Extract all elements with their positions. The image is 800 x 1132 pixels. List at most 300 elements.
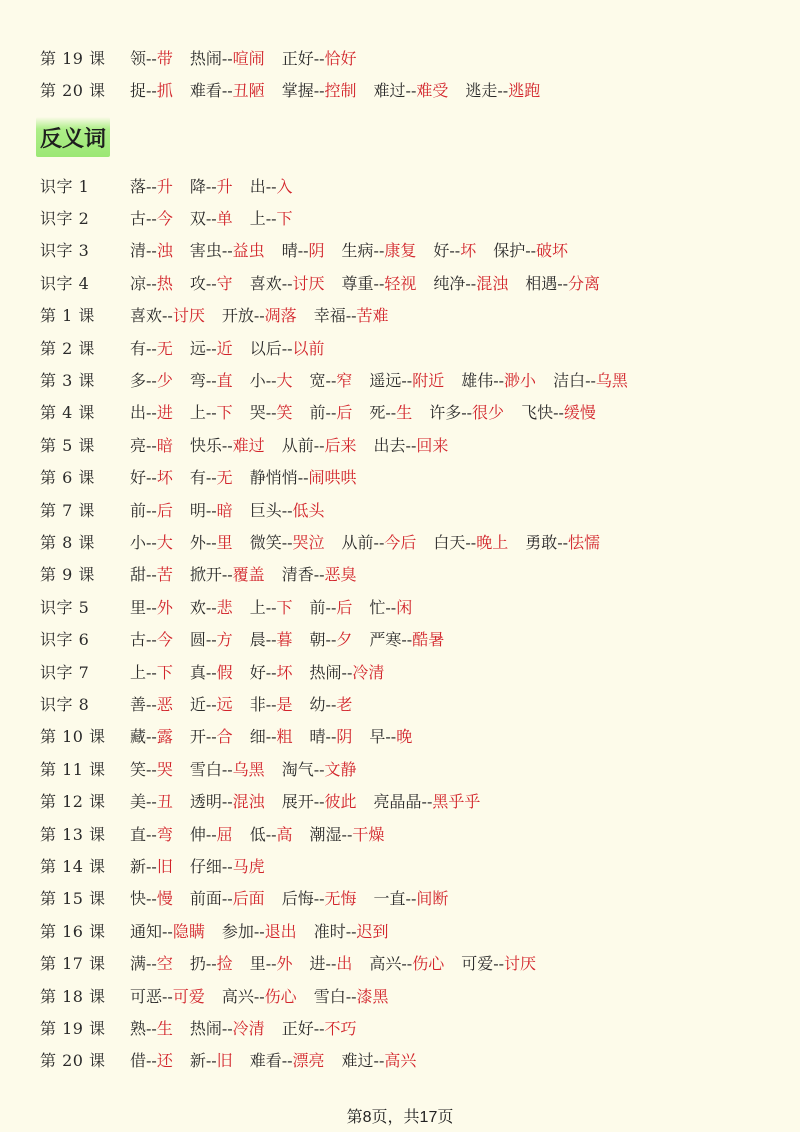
word-pair — [222, 303, 297, 326]
dash-separator: -- — [401, 630, 413, 650]
dash-separator: -- — [221, 792, 233, 812]
word: 洁白 — [553, 370, 586, 390]
word: 难看 — [249, 1051, 282, 1071]
lesson-label: 第 18 课 — [40, 986, 106, 1006]
dash-separator: -- — [313, 889, 325, 909]
word-pair — [374, 789, 481, 812]
dash-separator: -- — [146, 856, 157, 876]
word-pair — [130, 886, 173, 909]
word-pair — [282, 78, 357, 101]
word-pair — [310, 595, 353, 618]
word: 上 — [249, 208, 266, 228]
word: 喜欢 — [249, 273, 282, 293]
lesson-label: 第 6 课 — [40, 468, 95, 488]
dash-separator: -- — [557, 532, 569, 552]
word-pair — [190, 1048, 233, 1071]
word-row — [40, 1012, 780, 1042]
lesson-label: 第 20 课 — [40, 81, 106, 100]
answer-word: 外 — [276, 954, 293, 974]
dash-separator: -- — [449, 241, 461, 261]
answer-word: 逃跑 — [508, 81, 541, 100]
word: 亮 — [130, 435, 147, 455]
word-pair — [130, 919, 205, 942]
lesson-label: 第 7 课 — [40, 500, 95, 520]
word-row — [40, 883, 780, 913]
answer-word: 浊 — [156, 241, 173, 261]
dash-separator: -- — [146, 694, 157, 714]
answer-word: 低头 — [292, 500, 325, 520]
answer-word: 远 — [216, 694, 233, 714]
dash-separator: -- — [205, 694, 217, 714]
dash-separator: -- — [146, 630, 157, 650]
word-row — [40, 462, 780, 492]
word: 害虫 — [189, 241, 222, 261]
dash-separator: -- — [265, 597, 277, 617]
answer-word: 益虫 — [232, 241, 265, 261]
dash-separator: -- — [325, 694, 337, 714]
word: 晴 — [281, 241, 298, 261]
dash-separator: -- — [385, 727, 397, 747]
answer-word: 升 — [156, 176, 173, 196]
word-pair — [130, 724, 173, 747]
word-row — [40, 42, 780, 72]
lesson-label: 第 4 课 — [40, 403, 95, 423]
dash-separator: -- — [221, 81, 233, 100]
lesson-label: 识字 3 — [40, 241, 90, 261]
answer-word: 很少 — [472, 403, 505, 423]
word: 细 — [249, 727, 266, 747]
answer-word: 丑陋 — [232, 81, 265, 100]
dash-separator: -- — [146, 1018, 157, 1038]
answer-word: 高兴 — [384, 1051, 417, 1071]
word-row — [40, 786, 780, 816]
word-pair — [130, 238, 173, 261]
word: 好 — [433, 241, 450, 261]
word: 出去 — [373, 435, 406, 455]
word: 难过 — [373, 81, 406, 100]
word-pair — [369, 368, 444, 391]
answer-word: 怯懦 — [568, 532, 601, 552]
dash-separator: -- — [146, 954, 157, 974]
word: 上 — [249, 597, 266, 617]
lesson-label: 第 16 课 — [40, 921, 106, 941]
word-pair — [190, 368, 233, 391]
answer-word: 外 — [156, 597, 173, 617]
answer-word: 大 — [276, 370, 293, 390]
word-pair — [190, 757, 265, 780]
word-pair — [190, 854, 265, 877]
answer-word: 伤心 — [264, 986, 297, 1006]
dash-separator: -- — [281, 273, 293, 293]
dash-separator: -- — [146, 792, 157, 812]
word: 出 — [130, 403, 147, 423]
answer-word: 闲 — [396, 597, 413, 617]
word: 低 — [249, 824, 266, 844]
answer-word: 哭 — [156, 759, 173, 779]
word: 难看 — [189, 81, 222, 100]
word: 从前 — [281, 435, 314, 455]
dash-separator: -- — [146, 468, 157, 488]
word: 小 — [130, 532, 147, 552]
word: 朝 — [309, 630, 326, 650]
word-pair — [130, 951, 173, 974]
answer-word: 哭泣 — [292, 532, 325, 552]
answer-word: 坏 — [156, 468, 173, 488]
lesson-label: 识字 8 — [40, 694, 90, 714]
word-pair — [525, 271, 600, 294]
dash-separator: -- — [297, 468, 309, 488]
word-pair — [190, 627, 233, 650]
answer-word: 喧闹 — [232, 48, 265, 68]
answer-word: 高 — [276, 824, 293, 844]
word: 遥远 — [369, 370, 402, 390]
answer-word: 暗 — [216, 500, 233, 520]
answer-word: 丑 — [156, 792, 173, 812]
lesson-label: 识字 5 — [40, 597, 90, 617]
answer-word: 屈 — [216, 824, 233, 844]
answer-word: 假 — [216, 662, 233, 682]
word-pair — [130, 1016, 173, 1039]
dash-separator: -- — [265, 370, 277, 390]
word-row — [40, 1045, 780, 1075]
dash-separator: -- — [405, 435, 417, 455]
word-pair — [130, 789, 173, 812]
lesson-label: 第 14 课 — [40, 856, 106, 876]
answer-word: 阴 — [308, 241, 325, 261]
lesson-label: 第 17 课 — [40, 954, 106, 974]
word-pair — [433, 530, 508, 553]
answer-word: 还 — [156, 1051, 173, 1071]
word-pair — [190, 465, 233, 488]
dash-separator: -- — [265, 403, 277, 423]
answer-word: 生 — [156, 1018, 173, 1038]
dash-separator: -- — [221, 1018, 233, 1038]
word: 笑 — [130, 759, 147, 779]
dash-separator: -- — [341, 824, 353, 844]
word-pair — [250, 336, 325, 359]
lesson-label: 识字 7 — [40, 662, 90, 682]
answer-word: 带 — [156, 48, 173, 68]
word: 通知 — [130, 921, 163, 941]
dash-separator: -- — [313, 81, 325, 100]
dash-separator: -- — [221, 759, 233, 779]
lesson-label: 第 19 课 — [40, 1018, 106, 1038]
page-footer: 第8页，共17页 — [346, 1109, 454, 1126]
dash-separator: -- — [585, 370, 596, 390]
word-pair — [250, 271, 325, 294]
word: 早 — [369, 727, 386, 747]
dash-separator: -- — [265, 630, 277, 650]
dash-separator: -- — [265, 727, 277, 747]
word-pair — [250, 206, 293, 229]
answer-word: 弯 — [156, 824, 173, 844]
word: 弯 — [189, 370, 206, 390]
answer-word: 后 — [336, 597, 353, 617]
word-row — [40, 202, 780, 232]
answer-word: 今 — [156, 630, 173, 650]
answer-word: 轻视 — [384, 273, 417, 293]
word-row — [40, 656, 780, 686]
dash-separator: -- — [146, 273, 157, 293]
word-row — [40, 915, 780, 945]
word-pair — [190, 238, 265, 261]
dash-separator: -- — [162, 921, 173, 941]
word-pair — [342, 271, 417, 294]
dash-separator: -- — [265, 954, 277, 974]
word: 勇敢 — [525, 532, 558, 552]
word-pair — [282, 238, 325, 261]
dash-separator: -- — [465, 273, 477, 293]
dash-separator: -- — [281, 1051, 293, 1071]
dash-separator: -- — [221, 241, 233, 261]
dash-separator: -- — [146, 532, 157, 552]
dash-separator: -- — [341, 662, 353, 682]
word: 亮晶晶 — [373, 792, 422, 812]
dash-separator: -- — [205, 500, 217, 520]
word-row — [40, 494, 780, 524]
dash-separator: -- — [146, 500, 157, 520]
word-pair — [250, 595, 293, 618]
answer-word: 控制 — [324, 81, 357, 100]
word: 藏 — [130, 727, 147, 747]
answer-word: 露 — [156, 727, 173, 747]
lesson-label: 识字 6 — [40, 630, 90, 650]
dash-separator: -- — [146, 81, 157, 100]
word-row — [40, 364, 780, 394]
dash-separator: -- — [373, 532, 385, 552]
word: 攻 — [189, 273, 206, 293]
word-pair — [130, 368, 173, 391]
word: 微笑 — [249, 532, 282, 552]
answer-word: 漂亮 — [292, 1051, 325, 1071]
answer-word: 漆黑 — [356, 986, 389, 1006]
dash-separator: -- — [385, 597, 397, 617]
word: 掌握 — [281, 81, 314, 100]
word-row — [40, 75, 780, 105]
word: 前 — [309, 597, 326, 617]
word: 高兴 — [221, 986, 254, 1006]
word-row — [40, 170, 780, 200]
word: 巨头 — [249, 500, 282, 520]
answer-word: 伤心 — [412, 954, 445, 974]
dash-separator: -- — [313, 1018, 325, 1038]
answer-word: 后来 — [324, 435, 357, 455]
dash-separator: -- — [205, 403, 217, 423]
word: 进 — [309, 954, 326, 974]
word-pair — [369, 595, 412, 618]
word: 逃走 — [465, 81, 498, 100]
answer-word: 乌黑 — [232, 759, 265, 779]
dash-separator: -- — [221, 565, 233, 585]
word-pair — [493, 238, 568, 261]
word-pair — [190, 206, 233, 229]
dash-separator: -- — [313, 48, 325, 68]
answer-word: 混浊 — [232, 792, 265, 812]
dash-separator: -- — [313, 565, 325, 585]
answer-word: 回来 — [416, 435, 449, 455]
word: 后悔 — [281, 889, 314, 909]
word: 相遇 — [525, 273, 558, 293]
word-pair — [130, 271, 173, 294]
answer-word: 旧 — [216, 1051, 233, 1071]
answer-word: 下 — [156, 662, 173, 682]
dash-separator: -- — [313, 435, 325, 455]
word-pair — [130, 692, 173, 715]
answer-word: 马虎 — [232, 856, 265, 876]
word-pair — [190, 692, 233, 715]
word: 里 — [249, 954, 266, 974]
word: 远 — [189, 338, 206, 358]
word-row — [40, 850, 780, 880]
answer-word: 里 — [216, 532, 233, 552]
word-row — [40, 559, 780, 589]
answer-word: 晚 — [396, 727, 413, 747]
answer-word: 酷暑 — [412, 630, 445, 650]
answer-word: 退出 — [264, 921, 297, 941]
dash-separator: -- — [146, 824, 157, 844]
answer-word: 冷清 — [232, 1018, 265, 1038]
answer-word: 文静 — [324, 759, 357, 779]
answer-word: 乌黑 — [595, 370, 628, 390]
lesson-label: 识字 4 — [40, 273, 90, 293]
word: 扔 — [189, 954, 206, 974]
word: 善 — [130, 694, 147, 714]
dash-separator: -- — [205, 824, 217, 844]
word-pair — [190, 595, 233, 618]
dash-separator: -- — [421, 792, 433, 812]
dash-separator: -- — [146, 241, 157, 261]
dash-separator: -- — [557, 273, 569, 293]
word-pair — [342, 530, 417, 553]
word: 高兴 — [369, 954, 402, 974]
word-row — [40, 267, 780, 297]
dash-separator: -- — [146, 727, 157, 747]
dash-separator: -- — [205, 630, 217, 650]
dash-separator: -- — [265, 824, 277, 844]
dash-separator: -- — [253, 921, 265, 941]
word: 有 — [189, 468, 206, 488]
dash-separator: -- — [205, 370, 217, 390]
word: 清 — [130, 241, 147, 261]
word: 纯净 — [433, 273, 466, 293]
answer-word: 阴 — [336, 727, 353, 747]
word-pair — [130, 595, 173, 618]
word: 保护 — [493, 241, 526, 261]
answer-word: 后 — [336, 403, 353, 423]
word-pair — [374, 78, 449, 101]
word: 幼 — [309, 694, 326, 714]
lesson-label: 第 5 课 — [40, 435, 95, 455]
word: 凉 — [130, 273, 147, 293]
word-pair — [342, 1048, 417, 1071]
word-pair — [374, 886, 449, 909]
answer-word: 升 — [216, 176, 233, 196]
word-pair — [130, 336, 173, 359]
word-row — [40, 948, 780, 978]
dash-separator: -- — [205, 954, 217, 974]
word-pair — [282, 1016, 357, 1039]
dash-separator: -- — [385, 403, 397, 423]
answer-word: 暗 — [156, 435, 173, 455]
dash-separator: -- — [205, 597, 217, 617]
word: 展开 — [281, 792, 314, 812]
word-pair — [130, 757, 173, 780]
word: 淘气 — [281, 759, 314, 779]
dash-separator: -- — [553, 403, 564, 423]
answer-word: 无 — [156, 338, 173, 358]
dash-separator: -- — [205, 468, 217, 488]
dash-separator: -- — [146, 435, 157, 455]
word-pair — [190, 46, 265, 69]
word: 近 — [189, 694, 206, 714]
dash-separator: -- — [146, 208, 157, 228]
word-row — [40, 721, 780, 751]
word-pair — [130, 660, 173, 683]
answer-word: 黑乎乎 — [432, 792, 481, 812]
lesson-label: 第 12 课 — [40, 792, 106, 812]
answer-word: 出 — [336, 954, 353, 974]
word-pair — [130, 206, 173, 229]
lesson-label: 第 9 课 — [40, 565, 95, 585]
word-pair — [369, 627, 444, 650]
answer-word: 热 — [156, 273, 173, 293]
dash-separator: -- — [281, 338, 293, 358]
answer-word: 间断 — [416, 889, 449, 909]
word-pair — [190, 660, 233, 683]
word-pair — [465, 78, 540, 101]
word: 前 — [309, 403, 326, 423]
word-pair — [190, 336, 233, 359]
answer-word: 抓 — [156, 81, 173, 100]
word: 晴 — [309, 727, 326, 747]
dash-separator: -- — [146, 370, 157, 390]
word-pair — [130, 303, 205, 326]
word: 伸 — [189, 824, 206, 844]
answer-word: 讨厌 — [292, 273, 325, 293]
dash-separator: -- — [205, 662, 217, 682]
answer-word: 窄 — [336, 370, 353, 390]
word-pair — [190, 530, 233, 553]
word: 许多 — [429, 403, 462, 423]
word-pair — [310, 822, 385, 845]
word: 参加 — [221, 921, 254, 941]
answer-word: 苦 — [156, 565, 173, 585]
answer-word: 彼此 — [324, 792, 357, 812]
word: 熟 — [130, 1018, 147, 1038]
answer-word: 覆盖 — [232, 565, 265, 585]
dash-separator: -- — [401, 954, 413, 974]
answer-word: 旧 — [156, 856, 173, 876]
dash-separator: -- — [405, 889, 417, 909]
dash-separator: -- — [146, 597, 157, 617]
word-pair — [190, 498, 233, 521]
word-pair — [190, 562, 265, 585]
dash-separator: -- — [373, 241, 385, 261]
word: 潮湿 — [309, 824, 342, 844]
dash-separator: -- — [493, 370, 505, 390]
word-pair — [130, 498, 173, 521]
word: 甜 — [130, 565, 147, 585]
dash-separator: -- — [205, 338, 217, 358]
word: 正好 — [281, 48, 314, 68]
word-pair — [282, 562, 357, 585]
word-pair — [250, 627, 293, 650]
answer-word: 苦难 — [356, 306, 389, 326]
word: 小 — [249, 370, 266, 390]
word-pair — [130, 78, 173, 101]
lesson-label: 第 3 课 — [40, 370, 95, 390]
dash-separator: -- — [146, 403, 157, 423]
